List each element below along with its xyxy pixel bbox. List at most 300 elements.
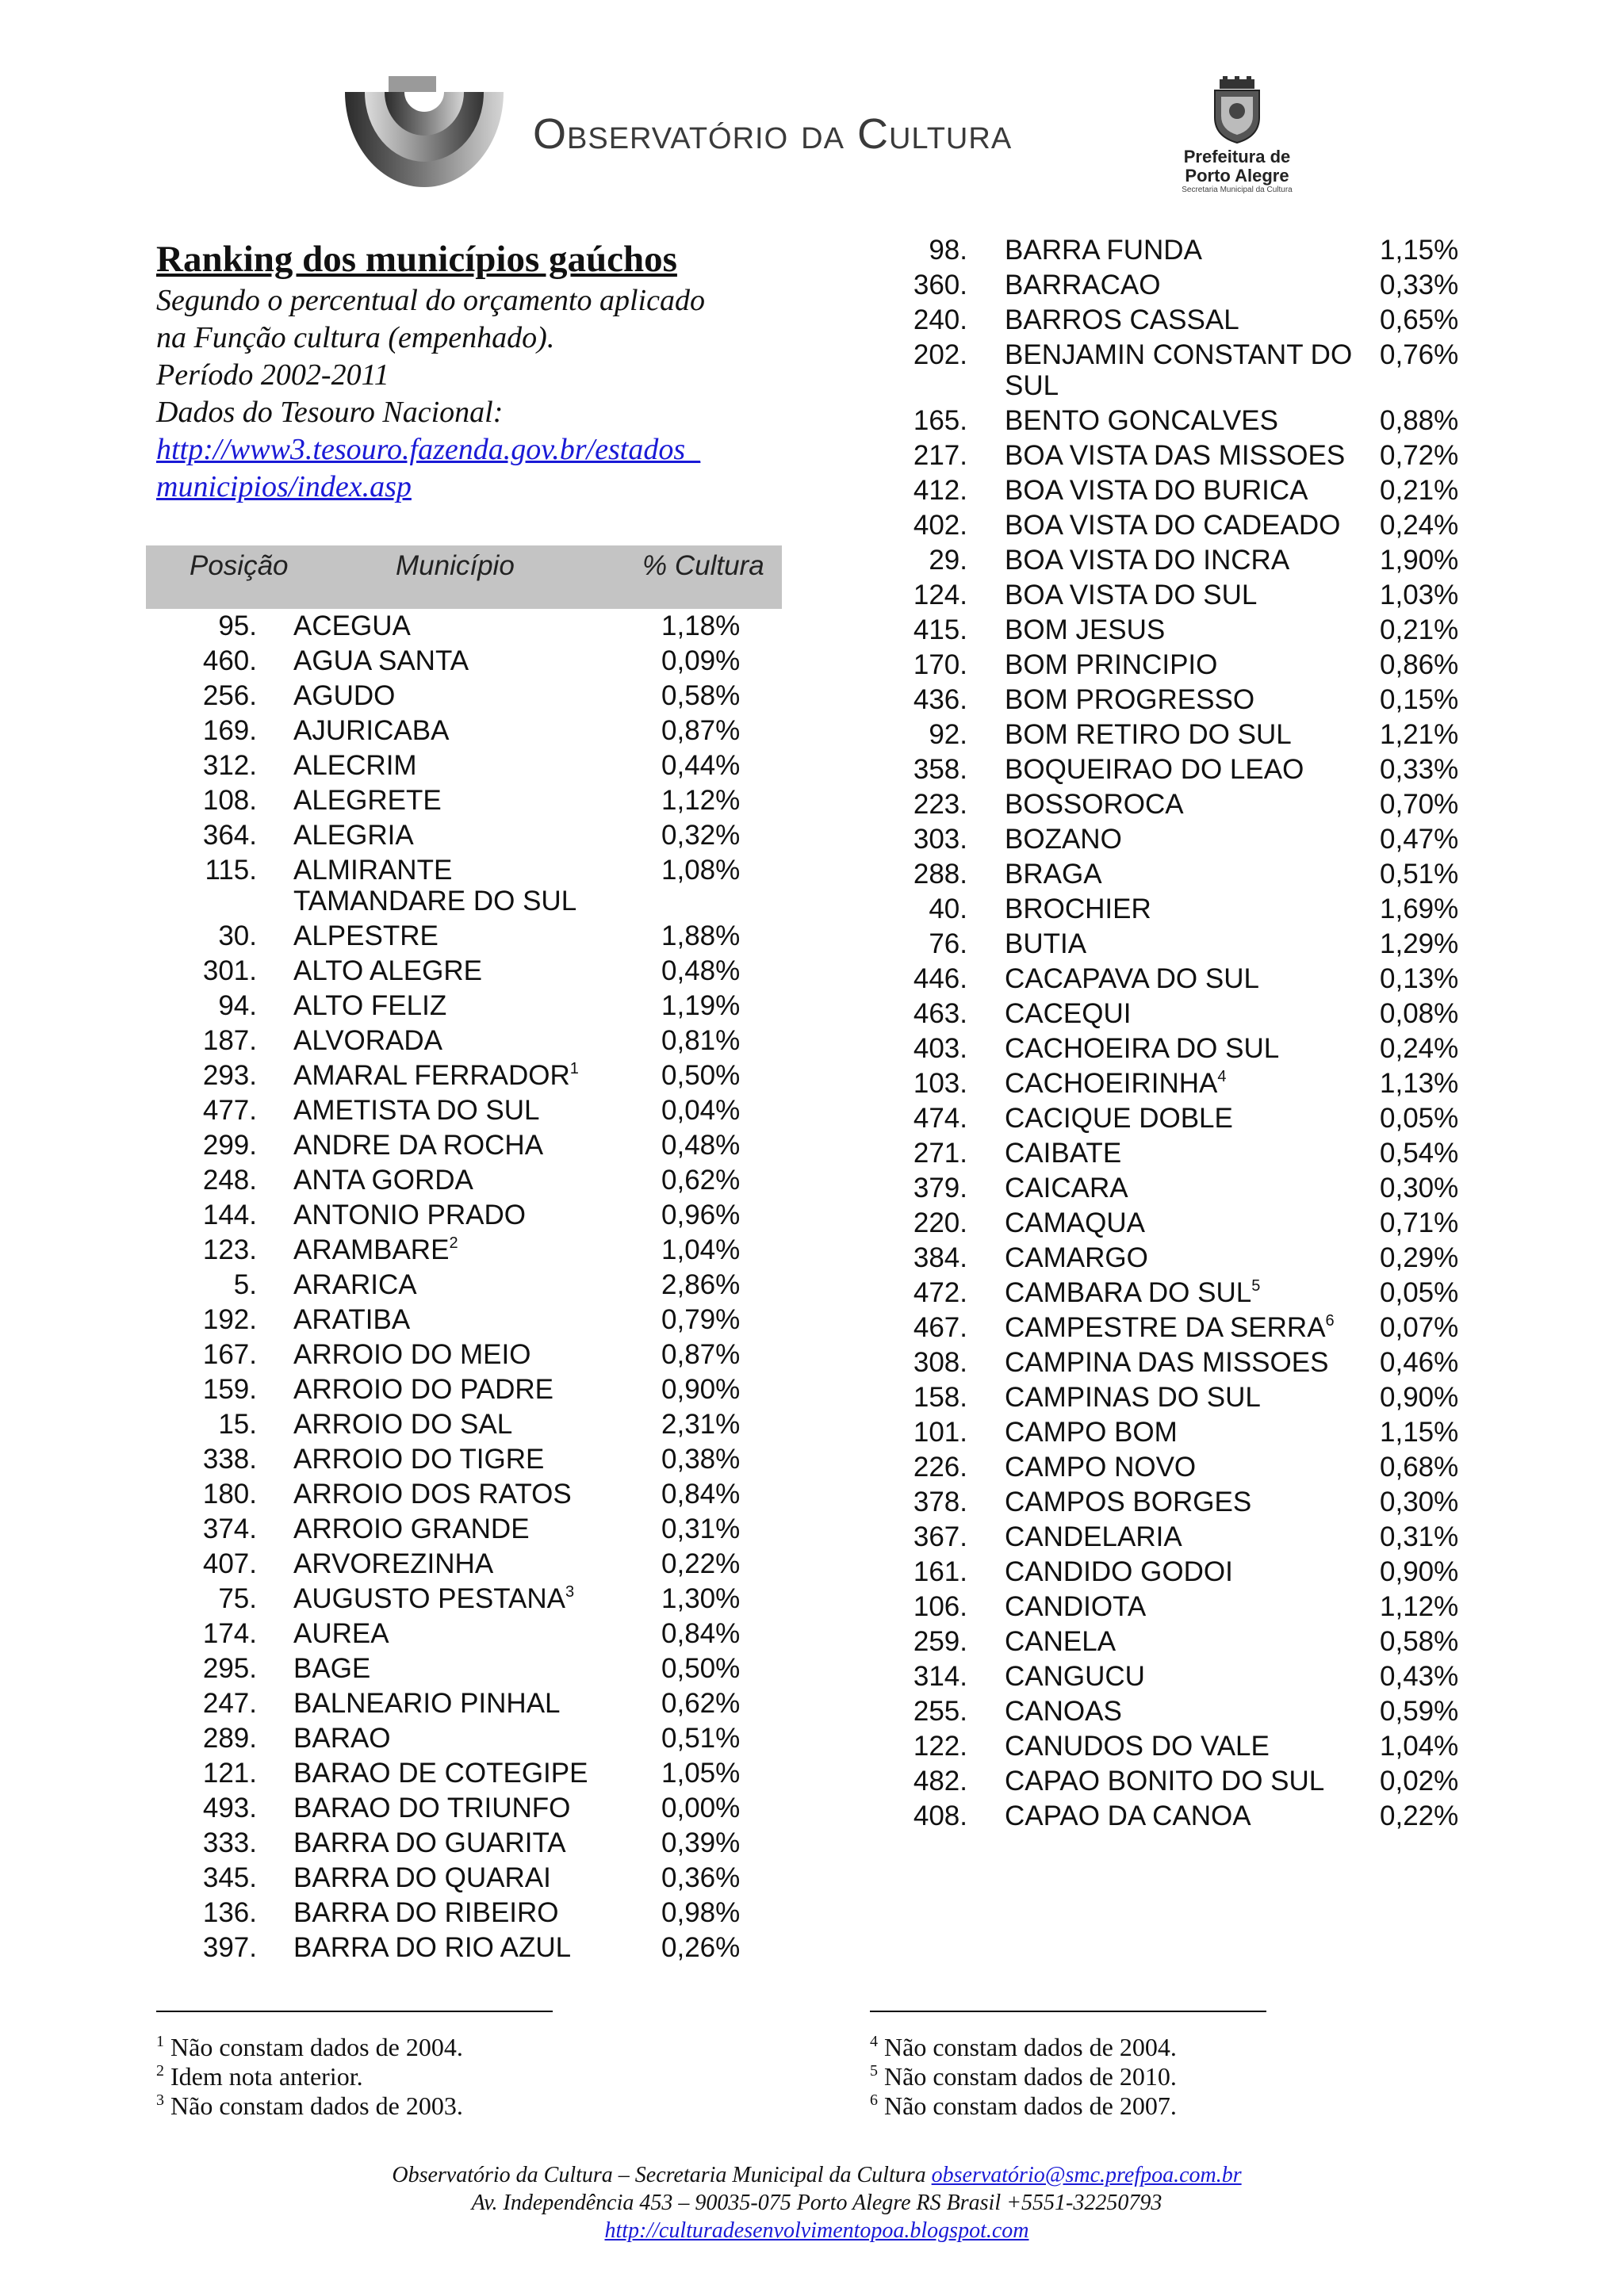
table-row bbox=[146, 1686, 782, 1721]
municipality-name: ALVORADA bbox=[293, 1025, 443, 1056]
municipality-name: BALNEARIO PINHAL bbox=[293, 1688, 561, 1719]
table-row bbox=[864, 268, 1467, 303]
row-pct-culture: 0,31% bbox=[661, 1513, 741, 1544]
row-pct-culture: 1,13% bbox=[1380, 1068, 1459, 1099]
table-row bbox=[146, 609, 782, 644]
row-pct-culture: 0,30% bbox=[1380, 1173, 1459, 1203]
row-municipality bbox=[1005, 1382, 1354, 1413]
source-link[interactable]: municipios/index.asp bbox=[156, 470, 412, 503]
row-municipality bbox=[1005, 339, 1354, 401]
row-position: 161. bbox=[913, 1556, 967, 1587]
row-position: 259. bbox=[913, 1626, 967, 1657]
row-position: 106. bbox=[913, 1591, 967, 1622]
row-position: 75. bbox=[218, 1583, 257, 1614]
table-row bbox=[864, 1520, 1467, 1555]
municipality-name: AMARAL FERRADOR bbox=[293, 1060, 570, 1091]
table-row bbox=[146, 853, 782, 919]
municipality-name: BENTO GONCALVES bbox=[1005, 405, 1278, 436]
table-body bbox=[146, 609, 782, 1965]
table-row bbox=[864, 438, 1467, 473]
municipality-name: ACEGUA bbox=[293, 610, 411, 641]
table-row bbox=[864, 787, 1467, 822]
municipality-name: CANUDOS DO VALE bbox=[1005, 1731, 1270, 1762]
table-row bbox=[146, 1896, 782, 1931]
row-position: 299. bbox=[202, 1130, 257, 1161]
row-municipality bbox=[1005, 1591, 1354, 1622]
row-pct-culture: 2,31% bbox=[661, 1409, 741, 1440]
municipality-name: BARAO DO TRIUNFO bbox=[293, 1793, 571, 1823]
table-row bbox=[146, 1721, 782, 1756]
table-row bbox=[146, 1198, 782, 1233]
municipality-name: ARROIO DO TIGRE bbox=[293, 1444, 545, 1475]
footnote bbox=[156, 2062, 553, 2091]
municipality-name: BOA VISTA DAS MISSOES bbox=[1005, 440, 1346, 471]
footnote bbox=[870, 2062, 1266, 2091]
row-municipality bbox=[1005, 1626, 1354, 1657]
table-row bbox=[146, 1512, 782, 1547]
municipality-name: BOA VISTA DO INCRA bbox=[1005, 545, 1290, 576]
row-municipality bbox=[293, 1618, 626, 1649]
row-municipality bbox=[1005, 614, 1354, 645]
row-municipality bbox=[293, 1897, 626, 1928]
municipality-name: AGUA SANTA bbox=[293, 645, 469, 676]
row-position: 364. bbox=[202, 820, 257, 851]
row-position: 121. bbox=[202, 1758, 257, 1789]
row-municipality bbox=[293, 1653, 626, 1684]
table-row bbox=[146, 748, 782, 783]
row-pct-culture: 0,31% bbox=[1380, 1521, 1459, 1552]
footer-line-1 bbox=[0, 2161, 1624, 2189]
row-position: 15. bbox=[218, 1409, 257, 1440]
municipality-name: CAICARA bbox=[1005, 1173, 1128, 1203]
row-position: 295. bbox=[202, 1653, 257, 1684]
row-municipality bbox=[293, 645, 626, 676]
footnote bbox=[870, 2033, 1266, 2062]
row-position: 98. bbox=[929, 235, 967, 266]
row-position: 92. bbox=[929, 719, 967, 750]
row-position: 472. bbox=[913, 1277, 967, 1308]
row-pct-culture: 1,12% bbox=[1380, 1591, 1459, 1622]
row-municipality bbox=[293, 1269, 626, 1300]
footnote-text: Não constam dados de 2004. bbox=[884, 2033, 1177, 2061]
table-row bbox=[864, 927, 1467, 962]
row-pct-culture: 0,59% bbox=[1380, 1696, 1459, 1727]
row-position: 220. bbox=[913, 1207, 967, 1238]
row-pct-culture: 0,05% bbox=[1380, 1103, 1459, 1134]
municipality-name: CAMPESTRE DA SERRA bbox=[1005, 1312, 1326, 1343]
row-position: 288. bbox=[913, 859, 967, 890]
municipality-name: BARRA DO RIBEIRO bbox=[293, 1897, 559, 1928]
municipality-name: CANGUCU bbox=[1005, 1661, 1145, 1692]
row-pct-culture: 0,46% bbox=[1380, 1347, 1459, 1378]
municipality-name: ARROIO GRANDE bbox=[293, 1513, 530, 1544]
table-row bbox=[864, 1311, 1467, 1345]
prefeitura-line-1: Prefeitura de bbox=[1183, 147, 1291, 166]
row-municipality bbox=[1005, 580, 1354, 610]
table-row bbox=[864, 857, 1467, 892]
row-municipality bbox=[1005, 510, 1354, 541]
row-pct-culture: 0,87% bbox=[661, 715, 741, 746]
row-pct-culture: 0,84% bbox=[661, 1618, 741, 1649]
municipality-name: BENJAMIN CONSTANT DO SUL bbox=[1005, 339, 1353, 401]
municipality-name: BOA VISTA DO BURICA bbox=[1005, 475, 1308, 506]
row-position: 170. bbox=[913, 649, 967, 680]
table-row bbox=[864, 1136, 1467, 1171]
municipality-name: CANDIDO GODOI bbox=[1005, 1556, 1233, 1587]
table-row bbox=[864, 822, 1467, 857]
row-pct-culture: 0,62% bbox=[661, 1165, 741, 1196]
table-row bbox=[146, 1791, 782, 1826]
table-row bbox=[146, 1651, 782, 1686]
row-municipality bbox=[293, 1130, 626, 1161]
table-row bbox=[864, 718, 1467, 752]
table-row bbox=[146, 1547, 782, 1582]
row-pct-culture: 0,00% bbox=[661, 1793, 741, 1823]
row-pct-culture: 0,21% bbox=[1380, 475, 1459, 506]
row-pct-culture: 0,90% bbox=[1380, 1556, 1459, 1587]
table-row bbox=[146, 1407, 782, 1442]
row-position: 338. bbox=[202, 1444, 257, 1475]
row-municipality bbox=[293, 855, 626, 916]
table-row bbox=[864, 303, 1467, 338]
row-pct-culture: 1,08% bbox=[661, 855, 741, 886]
footnote-number: 6 bbox=[870, 2091, 878, 2109]
row-position: 103. bbox=[913, 1068, 967, 1099]
prefeitura-line-3: Secretaria Municipal da Cultura bbox=[1182, 186, 1293, 194]
row-municipality bbox=[293, 1165, 626, 1196]
municipality-name: BOSSOROCA bbox=[1005, 789, 1184, 820]
row-municipality bbox=[1005, 1103, 1354, 1134]
municipality-name: ANTONIO PRADO bbox=[293, 1200, 527, 1230]
row-municipality bbox=[1005, 475, 1354, 506]
row-municipality bbox=[1005, 1487, 1354, 1517]
municipality-name: BUTIA bbox=[1005, 928, 1087, 959]
intro-line: Período 2002-2011 bbox=[156, 358, 389, 392]
table-row bbox=[146, 783, 782, 818]
row-municipality bbox=[1005, 824, 1354, 855]
row-municipality bbox=[1005, 998, 1354, 1029]
row-position: 446. bbox=[913, 963, 967, 994]
municipality-name: ARROIO DOS RATOS bbox=[293, 1479, 572, 1510]
municipality-name: BOZANO bbox=[1005, 824, 1122, 855]
row-municipality bbox=[293, 1723, 626, 1754]
municipality-name: CAMPOS BORGES bbox=[1005, 1487, 1252, 1517]
row-pct-culture: 0,88% bbox=[1380, 405, 1459, 436]
row-position: 345. bbox=[202, 1862, 257, 1893]
table-row bbox=[864, 1241, 1467, 1276]
table-row bbox=[146, 1617, 782, 1651]
table-row bbox=[864, 543, 1467, 578]
row-pct-culture: 0,43% bbox=[1380, 1661, 1459, 1692]
municipality-name: BAGE bbox=[293, 1653, 371, 1684]
table-row bbox=[864, 1171, 1467, 1206]
municipality-name: BOA VISTA DO SUL bbox=[1005, 580, 1258, 610]
source-link[interactable]: http://www3.tesouro.fazenda.gov.br/estados_ bbox=[156, 433, 701, 466]
footnote-ref: 3 bbox=[565, 1583, 575, 1601]
row-municipality bbox=[1005, 1033, 1354, 1064]
row-municipality bbox=[293, 1513, 626, 1544]
municipality-name: BRAGA bbox=[1005, 859, 1102, 890]
table-row bbox=[146, 954, 782, 989]
table-row bbox=[864, 1450, 1467, 1485]
table-row bbox=[146, 1093, 782, 1128]
row-pct-culture: 0,51% bbox=[661, 1723, 741, 1754]
row-municipality bbox=[293, 1862, 626, 1893]
table-row bbox=[146, 1058, 782, 1093]
table-row bbox=[864, 1590, 1467, 1624]
table-row bbox=[864, 1276, 1467, 1311]
row-position: 122. bbox=[913, 1731, 967, 1762]
row-position: 360. bbox=[913, 270, 967, 300]
row-municipality bbox=[1005, 754, 1354, 785]
municipality-name: CANOAS bbox=[1005, 1696, 1122, 1727]
table-row bbox=[146, 1024, 782, 1058]
row-pct-culture: 1,69% bbox=[1380, 894, 1459, 924]
row-pct-culture: 0,09% bbox=[661, 645, 741, 676]
row-municipality bbox=[293, 955, 626, 986]
row-position: 333. bbox=[202, 1827, 257, 1858]
table-row bbox=[146, 1826, 782, 1861]
row-pct-culture: 1,30% bbox=[661, 1583, 741, 1614]
intro-line: Segundo o percentual do orçamento aplicado bbox=[156, 284, 705, 317]
footnote-text: Idem nota anterior. bbox=[170, 2062, 363, 2091]
row-position: 314. bbox=[913, 1661, 967, 1692]
table-row bbox=[864, 962, 1467, 997]
row-position: 436. bbox=[913, 684, 967, 715]
table-row bbox=[864, 1729, 1467, 1764]
row-position: 271. bbox=[913, 1138, 967, 1169]
row-position: 240. bbox=[913, 304, 967, 335]
municipality-name: CAPAO DA CANOA bbox=[1005, 1800, 1251, 1831]
row-municipality bbox=[1005, 1800, 1354, 1831]
footnote-ref: 2 bbox=[449, 1234, 458, 1252]
row-position: 384. bbox=[913, 1242, 967, 1273]
table-row bbox=[146, 1163, 782, 1198]
row-position: 123. bbox=[202, 1234, 257, 1265]
municipality-name: ALTO FELIZ bbox=[293, 990, 447, 1021]
footnote-text: Não constam dados de 2010. bbox=[884, 2062, 1177, 2091]
row-pct-culture: 0,22% bbox=[661, 1548, 741, 1579]
municipality-name: ARVOREZINHA bbox=[293, 1548, 494, 1579]
footer-address: Av. Independência 453 – 90035-075 Porto Alegre RS Brasil +5551-32250793 bbox=[471, 2191, 1162, 2215]
table-row bbox=[864, 1659, 1467, 1694]
row-position: 407. bbox=[202, 1548, 257, 1579]
table-row bbox=[864, 578, 1467, 613]
row-position: 474. bbox=[913, 1103, 967, 1134]
row-municipality bbox=[293, 1304, 626, 1335]
row-municipality bbox=[293, 715, 626, 746]
municipality-name: CAMPO NOVO bbox=[1005, 1452, 1197, 1483]
row-pct-culture: 0,33% bbox=[1380, 270, 1459, 300]
row-municipality bbox=[1005, 928, 1354, 959]
row-municipality bbox=[293, 750, 626, 781]
row-position: 136. bbox=[202, 1897, 257, 1928]
municipality-name: BARRA DO GUARITA bbox=[293, 1827, 566, 1858]
footnotes-right bbox=[870, 2011, 1266, 2121]
table-row bbox=[146, 1337, 782, 1372]
row-position: 248. bbox=[202, 1165, 257, 1196]
row-position: 192. bbox=[202, 1304, 257, 1335]
table-row bbox=[864, 1555, 1467, 1590]
row-municipality bbox=[1005, 1242, 1354, 1273]
row-position: 308. bbox=[913, 1347, 967, 1378]
footer-blog-link[interactable]: http://culturadesenvolvimentopoa.blogspot.com bbox=[604, 2218, 1029, 2243]
municipality-name: CACHOEIRINHA bbox=[1005, 1068, 1218, 1099]
footer-email-link[interactable]: observatório@smc.prefpoa.com.br bbox=[931, 2163, 1242, 2187]
municipality-name: BARRA DO QUARAI bbox=[293, 1862, 551, 1893]
row-municipality bbox=[293, 1932, 626, 1963]
row-municipality bbox=[293, 1793, 626, 1823]
municipality-name: ANDRE DA ROCHA bbox=[293, 1130, 544, 1161]
table-row bbox=[864, 1415, 1467, 1450]
row-position: 256. bbox=[202, 680, 257, 711]
row-municipality bbox=[1005, 1068, 1354, 1099]
row-pct-culture: 0,02% bbox=[1380, 1766, 1459, 1797]
row-pct-culture: 0,68% bbox=[1380, 1452, 1459, 1483]
row-position: 217. bbox=[913, 440, 967, 471]
footnote-text: Não constam dados de 2003. bbox=[170, 2091, 463, 2120]
header-position: Posição bbox=[190, 550, 289, 581]
table-row bbox=[864, 338, 1467, 404]
row-position: 403. bbox=[913, 1033, 967, 1064]
footnote-ref: 6 bbox=[1325, 1312, 1335, 1330]
table-row bbox=[864, 683, 1467, 718]
row-pct-culture: 0,26% bbox=[661, 1932, 741, 1963]
row-position: 367. bbox=[913, 1521, 967, 1552]
table-row bbox=[864, 1031, 1467, 1066]
row-position: 202. bbox=[913, 339, 967, 370]
municipality-name: AUREA bbox=[293, 1618, 389, 1649]
row-municipality bbox=[293, 1025, 626, 1056]
footnote bbox=[870, 2091, 1266, 2121]
row-pct-culture: 0,36% bbox=[661, 1862, 741, 1893]
table-row bbox=[864, 997, 1467, 1031]
row-pct-culture: 0,48% bbox=[661, 1130, 741, 1161]
row-position: 477. bbox=[202, 1095, 257, 1126]
municipality-name: ARROIO DO SAL bbox=[293, 1409, 513, 1440]
row-position: 402. bbox=[913, 510, 967, 541]
row-position: 463. bbox=[913, 998, 967, 1029]
row-position: 5. bbox=[233, 1269, 257, 1300]
footnote-number: 5 bbox=[870, 2062, 878, 2080]
row-municipality bbox=[1005, 963, 1354, 994]
footnote-number: 2 bbox=[156, 2062, 164, 2080]
table-row bbox=[864, 233, 1467, 268]
row-pct-culture: 0,44% bbox=[661, 750, 741, 781]
table-row bbox=[864, 613, 1467, 648]
municipality-name: CACAPAVA DO SUL bbox=[1005, 963, 1259, 994]
table-row bbox=[864, 473, 1467, 508]
footnote-divider bbox=[870, 2011, 1266, 2012]
municipality-name: CAMAQUA bbox=[1005, 1207, 1145, 1238]
row-municipality bbox=[1005, 1138, 1354, 1169]
row-municipality bbox=[1005, 1173, 1354, 1203]
row-municipality bbox=[293, 1200, 626, 1230]
row-municipality bbox=[1005, 1521, 1354, 1552]
row-position: 30. bbox=[218, 920, 257, 951]
row-municipality bbox=[1005, 859, 1354, 890]
row-position: 482. bbox=[913, 1766, 967, 1797]
row-position: 169. bbox=[202, 715, 257, 746]
row-pct-culture: 1,04% bbox=[661, 1234, 741, 1265]
municipality-name: CAMPO BOM bbox=[1005, 1417, 1178, 1448]
municipality-name: ANTA GORDA bbox=[293, 1165, 473, 1196]
table-row bbox=[864, 1764, 1467, 1799]
row-municipality bbox=[1005, 649, 1354, 680]
row-pct-culture: 0,15% bbox=[1380, 684, 1459, 715]
row-position: 397. bbox=[202, 1932, 257, 1963]
municipality-name: ARARICA bbox=[293, 1269, 417, 1300]
row-pct-culture: 0,50% bbox=[661, 1060, 741, 1091]
table-row bbox=[864, 648, 1467, 683]
row-pct-culture: 0,81% bbox=[661, 1025, 741, 1056]
row-municipality bbox=[1005, 1661, 1354, 1692]
footnote bbox=[156, 2033, 553, 2062]
row-position: 40. bbox=[929, 894, 967, 924]
municipality-name: CAPAO BONITO DO SUL bbox=[1005, 1766, 1325, 1797]
row-pct-culture: 0,51% bbox=[1380, 859, 1459, 890]
header-municipality: Município bbox=[396, 550, 515, 581]
row-pct-culture: 0,96% bbox=[661, 1200, 741, 1230]
table-row bbox=[146, 1756, 782, 1791]
row-pct-culture: 0,58% bbox=[1380, 1626, 1459, 1657]
row-pct-culture: 0,86% bbox=[1380, 649, 1459, 680]
table-row bbox=[864, 1485, 1467, 1520]
row-position: 467. bbox=[913, 1312, 967, 1343]
row-municipality bbox=[1005, 545, 1354, 576]
row-pct-culture: 0,84% bbox=[661, 1479, 741, 1510]
row-municipality bbox=[293, 1444, 626, 1475]
row-position: 76. bbox=[929, 928, 967, 959]
row-pct-culture: 1,04% bbox=[1380, 1731, 1459, 1762]
municipality-name: BARRA FUNDA bbox=[1005, 235, 1202, 266]
footnote-number: 3 bbox=[156, 2091, 164, 2109]
row-position: 174. bbox=[202, 1618, 257, 1649]
row-pct-culture: 0,47% bbox=[1380, 824, 1459, 855]
table-row bbox=[864, 1345, 1467, 1380]
row-municipality bbox=[1005, 1452, 1354, 1483]
row-position: 415. bbox=[913, 614, 967, 645]
table-row bbox=[864, 404, 1467, 438]
row-pct-culture: 0,38% bbox=[661, 1444, 741, 1475]
row-position: 165. bbox=[913, 405, 967, 436]
intro-line: na Função cultura (empenhado). bbox=[156, 321, 555, 354]
municipality-name: BOM JESUS bbox=[1005, 614, 1166, 645]
row-pct-culture: 0,70% bbox=[1380, 789, 1459, 820]
page-footer bbox=[0, 2161, 1624, 2244]
footnotes-left bbox=[156, 2011, 553, 2121]
row-position: 108. bbox=[202, 785, 257, 816]
footnote-divider bbox=[156, 2011, 553, 2012]
intro-line: Dados do Tesouro Nacional: bbox=[156, 396, 504, 429]
row-pct-culture: 0,32% bbox=[661, 820, 741, 851]
intro-block bbox=[156, 236, 791, 506]
row-pct-culture: 0,22% bbox=[1380, 1800, 1459, 1831]
ranking-table-left bbox=[146, 545, 782, 1965]
header-pct-culture: % Cultura bbox=[642, 550, 764, 581]
row-pct-culture: 1,05% bbox=[661, 1758, 741, 1789]
municipality-name: AJURICABA bbox=[293, 715, 450, 746]
table-row bbox=[864, 508, 1467, 543]
coat-of-arms-icon bbox=[1205, 76, 1269, 144]
municipality-name: AGUDO bbox=[293, 680, 396, 711]
row-pct-culture: 0,24% bbox=[1380, 1033, 1459, 1064]
row-pct-culture: 0,30% bbox=[1380, 1487, 1459, 1517]
row-municipality bbox=[293, 1409, 626, 1440]
table-row bbox=[864, 1799, 1467, 1834]
row-municipality bbox=[293, 1688, 626, 1719]
footnote-ref: 4 bbox=[1217, 1068, 1227, 1085]
